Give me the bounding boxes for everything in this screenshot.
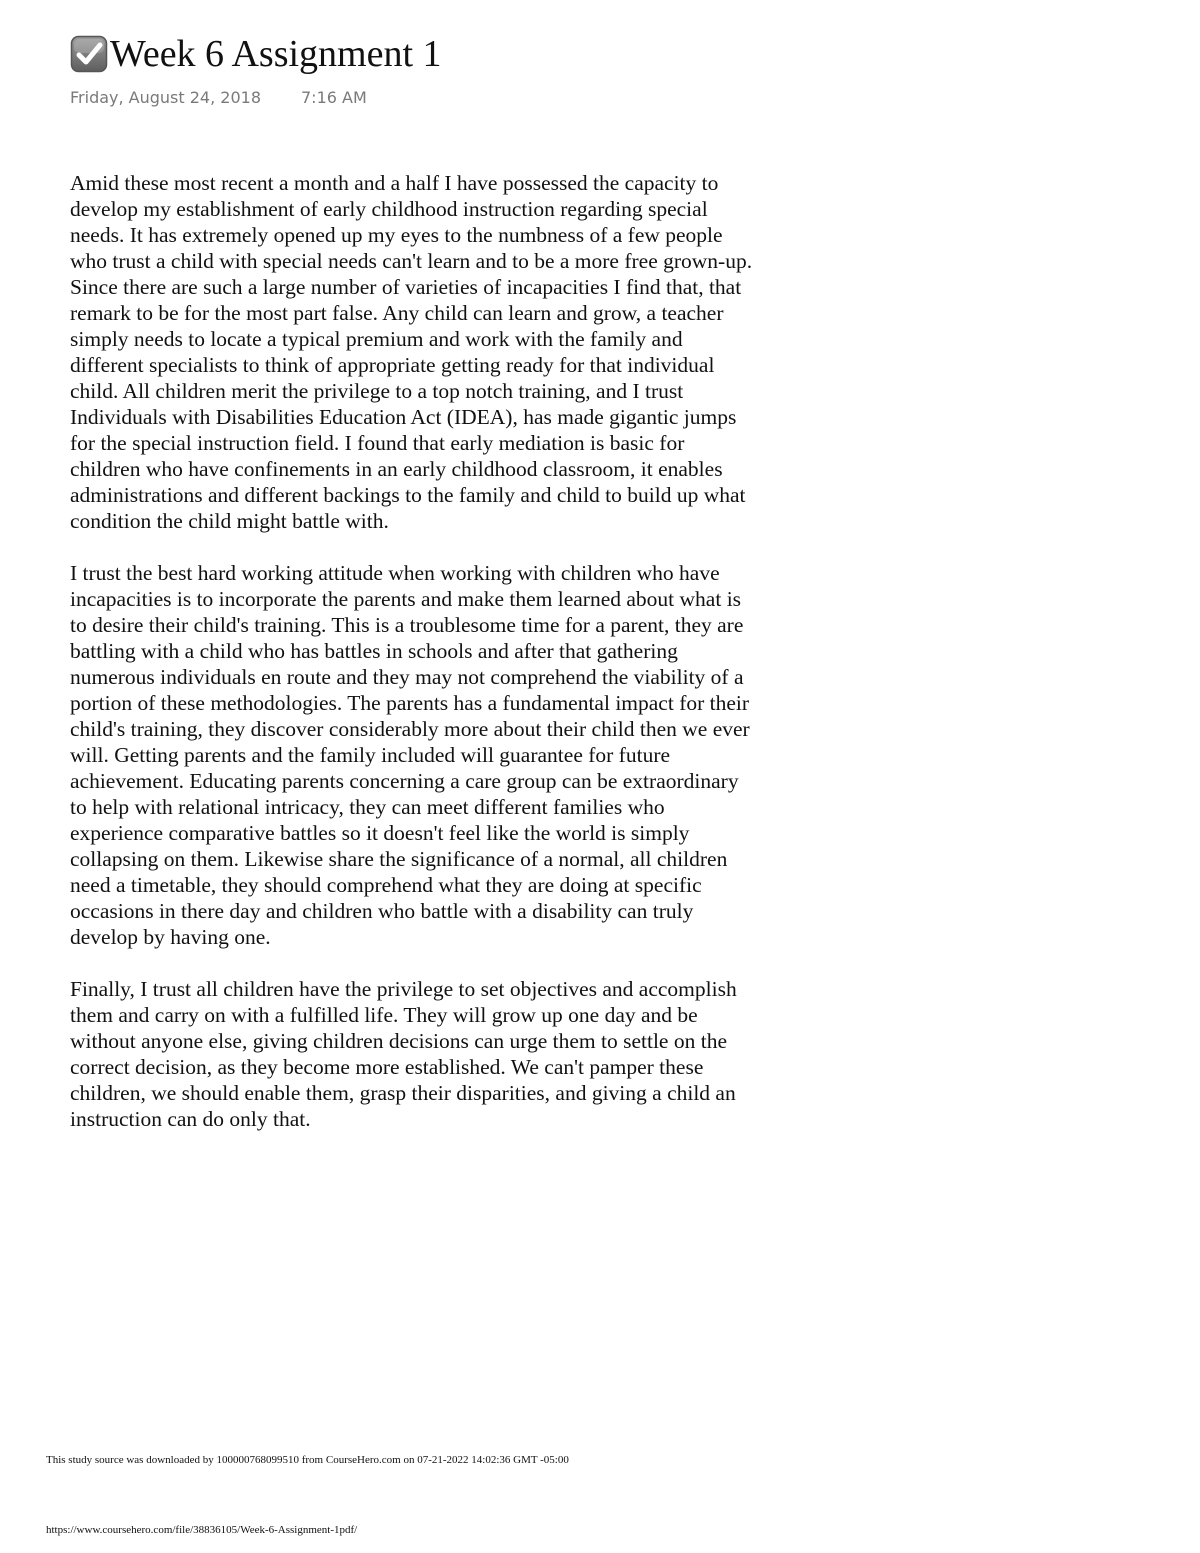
text-line: Finally, I trust all children have the privilege to set objectives and accomplish (70, 977, 737, 1001)
text-line: to desire their child's training. This is a troublesome time for a parent, they are (70, 613, 744, 637)
text-line: portion of these methodologies. The parents has a fundamental impact for their (70, 691, 750, 715)
body-text (70, 170, 830, 1158)
text-line: to help with relational intricacy, they can meet different families who (70, 795, 665, 819)
text-line: who trust a child with special needs can't learn and to be a more free grown-up. (70, 249, 753, 273)
text-line: correct decision, as they become more established. We can't pamper these (70, 1055, 704, 1079)
text-line: develop my establishment of early childhood instruction regarding special (70, 197, 708, 221)
text-line: child. All children merit the privilege to a top notch training, and I trust (70, 379, 684, 403)
paragraph-3 (70, 976, 830, 1132)
paragraph-1 (70, 170, 830, 534)
text-line: develop by having one. (70, 925, 271, 949)
paragraph-2 (70, 560, 830, 950)
page-title: Week 6 Assignment 1 (110, 33, 442, 75)
text-line: I trust the best hard working attitude when working with children who have (70, 561, 720, 585)
text-line: without anyone else, giving children decisions can urge them to settle on the (70, 1029, 727, 1053)
text-line: instruction can do only that. (70, 1107, 311, 1131)
text-line: condition the child might battle with. (70, 509, 389, 533)
text-line: will. Getting parents and the family included will guarantee for future (70, 743, 671, 767)
text-line: simply needs to locate a typical premium and work with the family and (70, 327, 683, 351)
text-line: for the special instruction field. I found that early mediation is basic for (70, 431, 685, 455)
note-timestamp (70, 88, 367, 107)
text-line: Amid these most recent a month and a half I have possessed the capacity to (70, 171, 719, 195)
text-line: remark to be for the most part false. Any child can learn and grow, a teacher (70, 301, 724, 325)
checkbox-checked-icon (70, 35, 108, 73)
text-line: different specialists to think of appropriate getting ready for that individual (70, 353, 715, 377)
text-line: Individuals with Disabilities Education Act (IDEA), has made gigantic jumps (70, 405, 737, 429)
text-line: them and carry on with a fulfilled life. They will grow up one day and be (70, 1003, 698, 1027)
text-line: need a timetable, they should comprehend what they are doing at specific (70, 873, 702, 897)
download-source-notice: This study source was downloaded by 100000768099510 from CourseHero.com on 07-21-2022 14:02:36 GMT -05:00 (46, 1454, 569, 1466)
text-line: incapacities is to incorporate the parents and make them learned about what is (70, 587, 742, 611)
note-date: Friday, August 24, 2018 (70, 88, 261, 107)
text-line: collapsing on them. Likewise share the significance of a normal, all children (70, 847, 728, 871)
text-line: achievement. Educating parents concerning a care group can be extraordinary (70, 769, 739, 793)
text-line: children, we should enable them, grasp their disparities, and giving a child an (70, 1081, 736, 1105)
text-line: children who have confinements in an early childhood classroom, it enables (70, 457, 723, 481)
text-line: needs. It has extremely opened up my eyes to the numbness of a few people (70, 223, 723, 247)
text-line: occasions in there day and children who battle with a disability can truly (70, 899, 694, 923)
text-line: experience comparative battles so it doesn't feel like the world is simply (70, 821, 690, 845)
source-url: https://www.coursehero.com/file/38836105/Week-6-Assignment-1pdf/ (46, 1524, 358, 1536)
text-line: child's training, they discover considerably more about their child then we ever (70, 717, 750, 741)
text-line: Since there are such a large number of varieties of incapacities I find that, that (70, 275, 742, 299)
text-line: battling with a child who has battles in schools and after that gathering (70, 639, 678, 663)
text-line: administrations and different backings to the family and child to build up what (70, 483, 746, 507)
text-line: numerous individuals en route and they may not comprehend the viability of a (70, 665, 744, 689)
note-time: 7:16 AM (301, 88, 367, 107)
title-row (70, 30, 442, 78)
